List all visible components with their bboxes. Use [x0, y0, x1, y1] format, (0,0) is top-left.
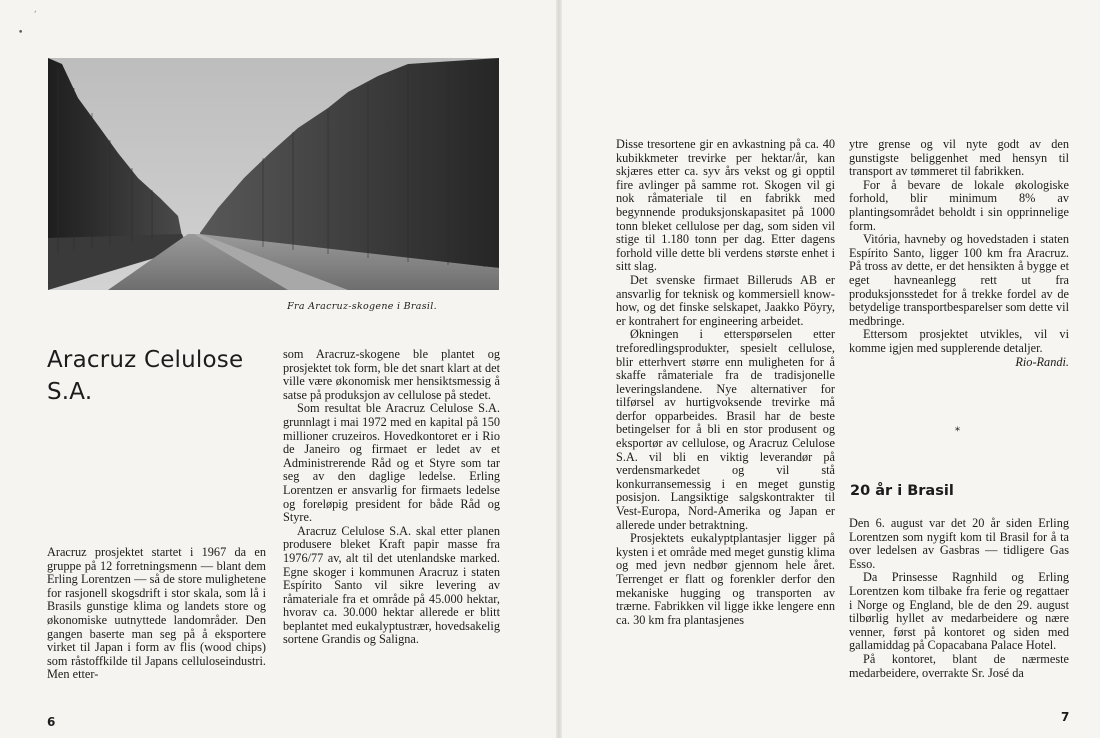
article-column-3 — [616, 138, 835, 627]
paragraph: Aracruz prosjektet startet i 1967 da en gruppe på 12 forretningsmenn — blant dem Erling Lorentzen — så de store mulighetene for rasjonell skogsdrift i stor skala, som lå i Brasils gunstige klima og landets store og økonomiske uutnyttede landområder. Den gangen baserte man seg på å eksportere virket til Japan i form av flis (wood chips) som råstoffkilde til Japans celluloseindustri. Men etter- — [47, 545, 266, 682]
second-article-column — [849, 517, 1069, 680]
paragraph: Den 6. august var det 20 år siden Erling Lorentzen som nygift kom til Brasil for å ta over ledelsen av Gasbras — tidligere Gas Esso. — [849, 516, 1069, 571]
section-separator: * — [955, 426, 960, 437]
page-number-right: 7 — [1061, 710, 1070, 724]
paragraph: Prosjektets eukalyptplantasjer ligger på kysten i et område med meget gunstig klima og med jevn nedbør gjennom hele året. Terrenget er flatt og forenkler derfor den mekaniske hugging og transporten av trærne. Fabrikken vil ligge ikke lengere enn ca. 30 km fra plantasjenes — [616, 531, 835, 627]
photo-caption: Fra Aracruz-skogene i Brasil. — [287, 301, 437, 312]
paragraph: På kontoret, blant de nærmeste medarbeidere, overrakte Sr. José da — [849, 651, 1069, 680]
article-column-4 — [849, 138, 1069, 369]
second-article-title: 20 år i Brasil — [850, 483, 954, 499]
paragraph: Aracruz Celulose S.A. skal etter planen produsere bleket Kraft papir masse fra 1976/77 av, alt til det utenlandske marked. Egne skoger i kommunen Aracruz i staten Espírito Santo vil sikre levering av råmateriale fra et område på 45.000 hektar, hvorav ca. 30.000 hektar allerede er blitt beplantet med eukalyptustrær, hovedsakelig sortene Grandis og Saligna. — [283, 523, 500, 647]
paragraph: For å bevare de lokale økologiske forhold, blir minimum 8% av plantingsområdet beholdt i sin opprinnelige form. — [849, 177, 1069, 233]
paragraph: Ettersom prosjektet utvikles, vil vi komme igjen med supplerende detaljer. — [849, 327, 1069, 355]
print-speck: • — [18, 28, 24, 38]
paragraph: Da Prinsesse Ragnhild og Erling Lorentzen kom tilbake fra ferie og regattaer i Norge og England, ble de den 29. august tilbørlig hyllet av medarbeidere og nære venner, først på kontoret og siden med gallamiddag på Copacabana Palace Hotel. — [849, 570, 1069, 653]
paragraph: Vitória, havneby og hovedstaden i staten Espírito Santo, ligger 100 km fra Aracruz. På tross av dette, er det hensikten å bygge et eget havneanlegg rett ut fra produksjonsstedet for å trekke fordel av de betydelige transportbesparelser som dette vil medbringe. — [849, 232, 1069, 328]
article-column-1 — [47, 546, 266, 682]
paragraph: som Aracruz-skogene ble plantet og prosjektet tok form, ble det snart klart at det ville være økonomisk mer hensiktsmessig å satse på produksjon av cellulose på stedet. — [283, 347, 500, 402]
paragraph: Det svenske firmaet Billeruds AB er ansvarlig for teknisk og kommersiell know-how, og det finske selskapet, Jaakko Pöyry, er kontrahert for engineering arbeidet. — [616, 272, 835, 328]
author-signature: Rio-Randi. — [1015, 354, 1069, 369]
print-speck: ‘ — [34, 10, 37, 18]
paragraph: ytre grense og vil nyte godt av den gunstigste beliggenhet med hensyn til transport av tømmeret til fabrikken. — [849, 137, 1069, 179]
page-number-left: 6 — [47, 715, 56, 729]
paragraph: Disse tresortene gir en avkastning på ca. 40 kubikkmeter trevirke per hektar/år, kan skjæres etter ca. syv års vekst og gi opptil fire avlinger på samme rot. Skogen vil gi nok råmateriale til en fabrikk med begynnende produksjonskapasitet på 1000 tonn bleket cellulose per dag, som siden vil stige til 1.180 tonn per dag. Etter dagens forhold ville dette bli verdens største enhet i sitt slag. — [616, 137, 835, 274]
paragraph: Økningen i etterspørselen etter treforedlingsprodukter, spesielt cellulose, blir etterhvert større enn muligheten for å skaffe råmateriale fra de tradisjonelle leveringslandene. Nye alternativer for tilførsel av hurtigvoksende trevirke må derfor opparbeides. Brasil har de beste betingelser for å bli en stor produsent og eksportør av cellulose, og Aracruz Celulose S.A. vil bli en viktig leverandør på verdensmarkedet og vil stå konkurransemessig i en meget gunstig posisjon. Langsiktige salgskontrakter til Vest-Europa, Nord-Amerika og Japan er allerede under betraktning. — [616, 327, 835, 532]
article-title: Aracruz Celulose S.A. — [47, 347, 244, 405]
article-column-2 — [283, 348, 500, 647]
eucalyptus-forest-photo — [48, 58, 499, 290]
paragraph: Som resultat ble Aracruz Celulose S.A. grunnlagt i mai 1972 med en kapital på 150 millioner cruzeiros. Hovedkontoret er i Rio de Janeiro og firmaet er ledet av et Administrerende Råd og et Styre som tar seg av den daglige ledelse. Erling Lorentzen er ansvarlig for firmaets ledelse og foreløpig president for både Råd og Styre. — [283, 401, 500, 525]
